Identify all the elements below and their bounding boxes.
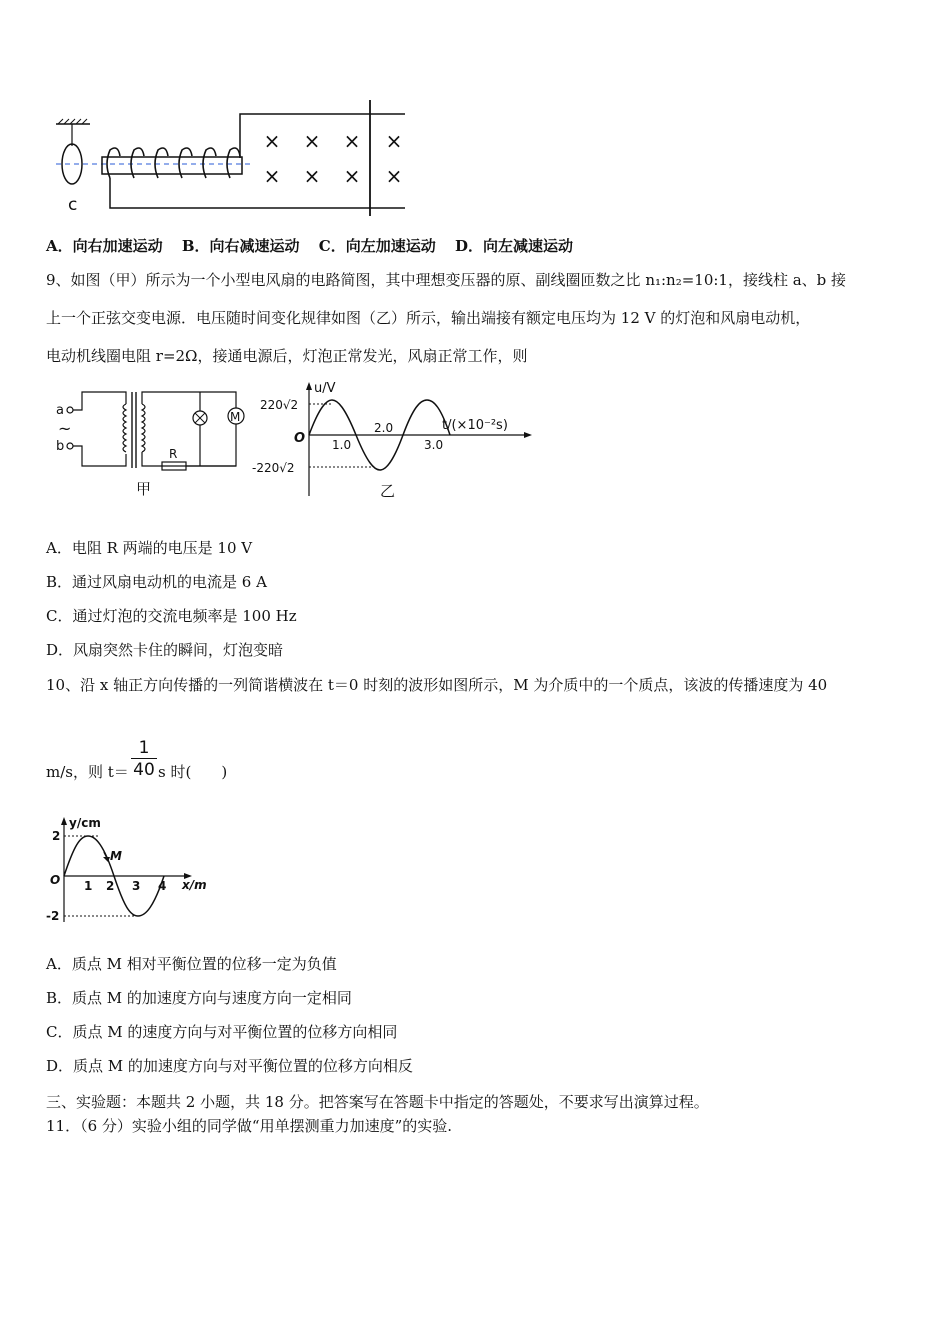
fig9-voltage-chart-yi — [252, 378, 542, 502]
q10-line-2-post: s 时( ) — [158, 763, 228, 781]
iron-core — [102, 157, 242, 174]
q8-option-a: A．向右加速运动 — [46, 237, 163, 255]
fig9-circuit-jia — [52, 384, 252, 500]
fig8-coil-diagram — [50, 98, 415, 218]
field-cross: × — [343, 129, 361, 153]
q9-line-3: 电动机线圈电阻 r=2Ω，接通电源后，灯泡正常发光，风扇正常工作，则 — [46, 347, 528, 365]
q9-option-b: B．通过风扇电动机的电流是 6 A — [46, 573, 267, 591]
ac-source-icon: ~ — [58, 419, 72, 438]
yi-tick-3: 3.0 — [424, 438, 444, 452]
yi-tick-1: 1.0 — [332, 438, 352, 452]
q9-option-d: D．风扇突然卡住的瞬间，灯泡变暗 — [46, 641, 284, 659]
wave-tick-4: 4 — [158, 879, 167, 893]
field-cross: × — [303, 164, 321, 188]
terminal-b-label: b — [56, 439, 65, 454]
wave-y-bottom: -2 — [46, 909, 60, 923]
q10-line-2-pre: m/s，则 t＝ — [46, 763, 129, 781]
wave-point-m: M — [110, 849, 122, 863]
yi-ymin: -220√2 — [252, 461, 295, 475]
q10-option-d: D．质点 M 的加速度方向与对平衡位置的位移方向相反 — [46, 1057, 413, 1075]
q9-option-a: A．电阻 R 两端的电压是 10 V — [46, 539, 253, 557]
q10-line-1: 10、沿 x 轴正方向传播的一列简谐横波在 t＝0 时刻的波形如图所示，M 为介质中的一个质点，该波的传播速度为 40 — [46, 676, 828, 694]
q10-option-c: C．质点 M 的速度方向与对平衡位置的位移方向相同 — [46, 1023, 398, 1041]
wave-tick-1: 1 — [84, 879, 93, 893]
wave-y-top: 2 — [52, 829, 61, 843]
q8-options — [46, 236, 587, 256]
yi-origin: O — [294, 431, 306, 446]
wave-tick-2: 2 — [106, 879, 115, 893]
field-cross: × — [385, 129, 403, 153]
resistor-label: R — [169, 447, 178, 461]
q9-line-2: 上一个正弦交变电源．电压随时间变化规律如图（乙）所示，输出端接有额定电压均为 12 V 的灯泡和风扇电动机， — [46, 309, 811, 327]
fig-yi-caption: 乙 — [380, 482, 396, 500]
yi-ymax: 220√2 — [260, 398, 299, 412]
fig-jia-caption: 甲 — [136, 480, 152, 498]
fraction-numerator: 1 — [138, 738, 150, 758]
q10-fraction — [131, 738, 157, 781]
q10-option-a: A．质点 M 相对平衡位置的位移一定为负值 — [46, 955, 337, 973]
q8-option-c: C．向左加速运动 — [318, 237, 436, 255]
field-cross: × — [263, 164, 281, 188]
section-3-heading: 三、实验题：本题共 2 小题，共 18 分。把答案写在答题卡中指定的答题处，不要求写出演算过程。 — [46, 1093, 709, 1111]
q11-stem: 11．（6 分）实验小组的同学做“用单摆测重力加速度”的实验. — [46, 1117, 453, 1135]
yi-tick-2: 2.0 — [374, 421, 394, 435]
q9-option-c: C．通过灯泡的交流电频率是 100 Hz — [46, 607, 297, 625]
field-cross: × — [263, 129, 281, 153]
wave-xlabel: x/m — [182, 878, 207, 892]
yi-xlabel: t/(×10⁻²s) — [442, 418, 508, 433]
field-cross: × — [343, 164, 361, 188]
q8-option-d: D．向左减速运动 — [454, 237, 573, 255]
motor-label: M — [230, 410, 241, 424]
fig10-wave-chart — [44, 812, 214, 926]
q8-option-b: B．向右减速运动 — [181, 237, 300, 255]
wave-origin: O — [50, 873, 61, 887]
field-cross: × — [303, 129, 321, 153]
label-c: c — [68, 195, 78, 215]
fraction-denominator: 40 — [133, 760, 155, 780]
yi-ylabel: u/V — [314, 381, 336, 396]
q10-option-b: B．质点 M 的加速度方向与速度方向一定相同 — [46, 989, 352, 1007]
q9-line-1: 9、如图（甲）所示为一个小型电风扇的电路简图，其中理想变压器的原、副线圈匝数之比 n₁:n₂=10:1，接线柱 a、b 接 — [46, 271, 847, 289]
field-cross: × — [385, 164, 403, 188]
wave-ylabel: y/cm — [69, 816, 101, 830]
terminal-a-label: a — [56, 403, 64, 418]
wave-tick-3: 3 — [132, 879, 141, 893]
